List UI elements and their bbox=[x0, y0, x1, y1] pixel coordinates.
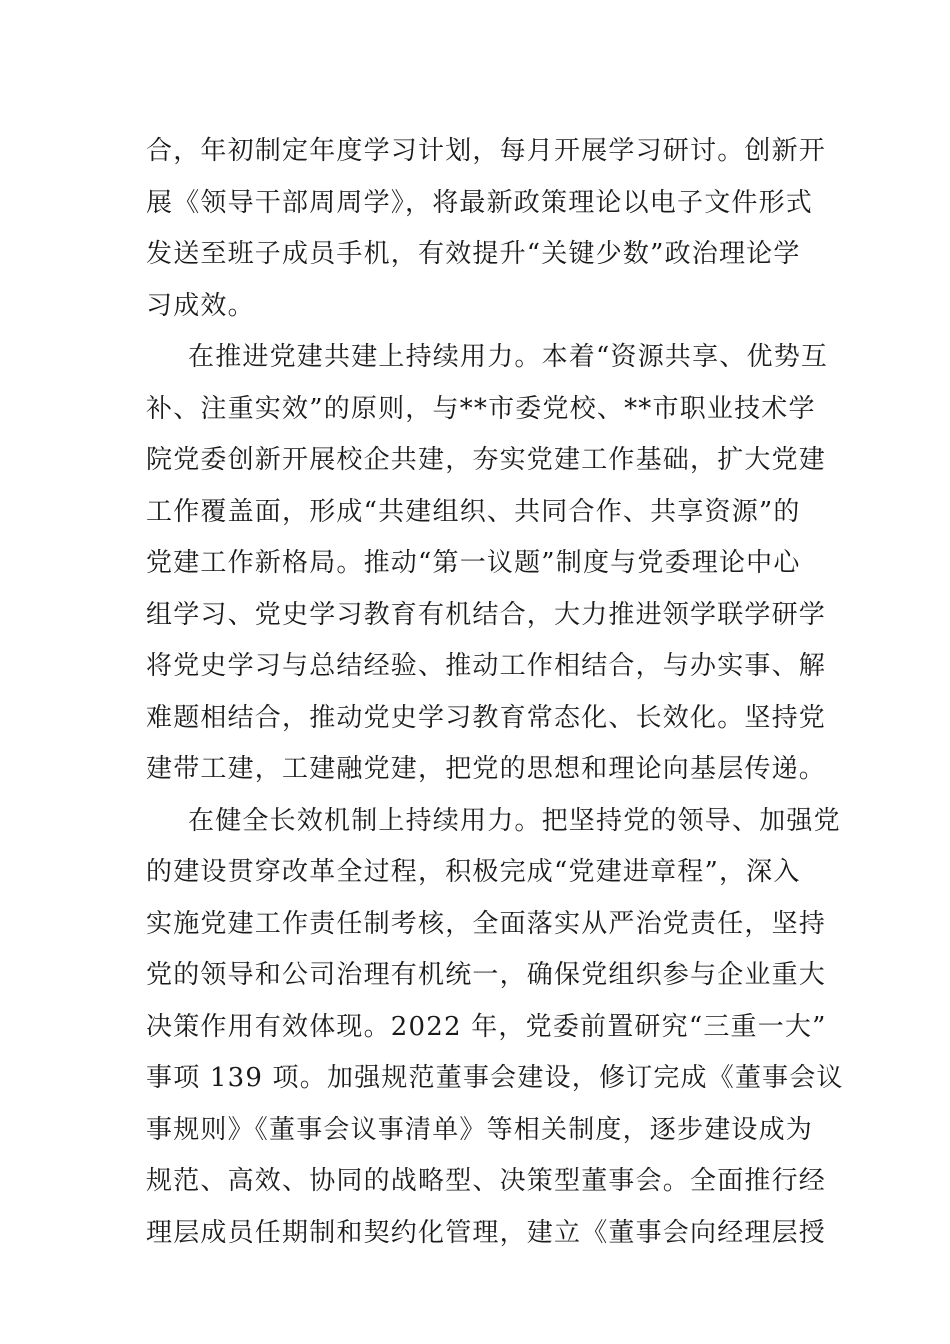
text-line: 建带工建，工建融党建，把党的思想和理论向基层传递。 bbox=[146, 754, 827, 784]
paragraph-start-line: 在健全长效机制上持续用力。把坚持党的领导、加强党 bbox=[188, 805, 841, 836]
text-line: 决策作用有效体现。2022 年，党委前置研究“三重一大” bbox=[146, 1011, 827, 1042]
text-line: 院党委创新开展校企共建，夯实党建工作基础，扩大党建 bbox=[146, 445, 827, 475]
text-line: 组学习、党史学习教育有机结合，大力推进领学联学研学 bbox=[146, 599, 827, 630]
text-line: 习成效。 bbox=[146, 290, 255, 321]
text-line: 党的领导和公司治理有机统一，确保党组织参与企业重大 bbox=[146, 960, 827, 990]
paragraph-start-line: 在推进党建共建上持续用力。本着“资源共享、优势互 bbox=[188, 342, 829, 372]
text-line: 规范、高效、协同的战略型、决策型董事会。全面推行经 bbox=[146, 1166, 827, 1196]
text-line: 将党史学习与总结经验、推动工作相结合，与办实事、解 bbox=[146, 651, 827, 681]
text-line: 事项 139 项。加强规范董事会建设，修订完成《董事会议 bbox=[146, 1063, 844, 1093]
body-text bbox=[146, 126, 844, 1259]
text-line: 补、注重实效”的原则，与**市委党校、**市职业技术学 bbox=[146, 393, 816, 424]
text-line: 的建设贯穿改革全过程，积极完成“党建进章程”，深入 bbox=[146, 857, 801, 887]
text-line: 发送至班子成员手机，有效提升“关键少数”政治理论学 bbox=[146, 239, 801, 269]
text-line: 事规则》《董事会议事清单》等相关制度，逐步建设成为 bbox=[146, 1114, 814, 1145]
text-line: 党建工作新格局。推动“第一议题”制度与党委理论中心 bbox=[146, 548, 801, 578]
text-line: 合，年初制定年度学习计划，每月开展学习研讨。创新开 bbox=[146, 136, 827, 166]
text-line: 实施党建工作责任制考核，全面落实从严治党责任，坚持 bbox=[146, 908, 827, 939]
text-line: 难题相结合，推动党史学习教育常态化、长效化。坚持党 bbox=[146, 702, 827, 733]
text-line: 理层成员任期制和契约化管理，建立《董事会向经理层授 bbox=[146, 1217, 827, 1248]
text-line: 工作覆盖面，形成“共建组织、共同合作、共享资源”的 bbox=[146, 496, 801, 527]
text-line: 展《领导干部周周学》，将最新政策理论以电子文件形式 bbox=[146, 187, 814, 218]
